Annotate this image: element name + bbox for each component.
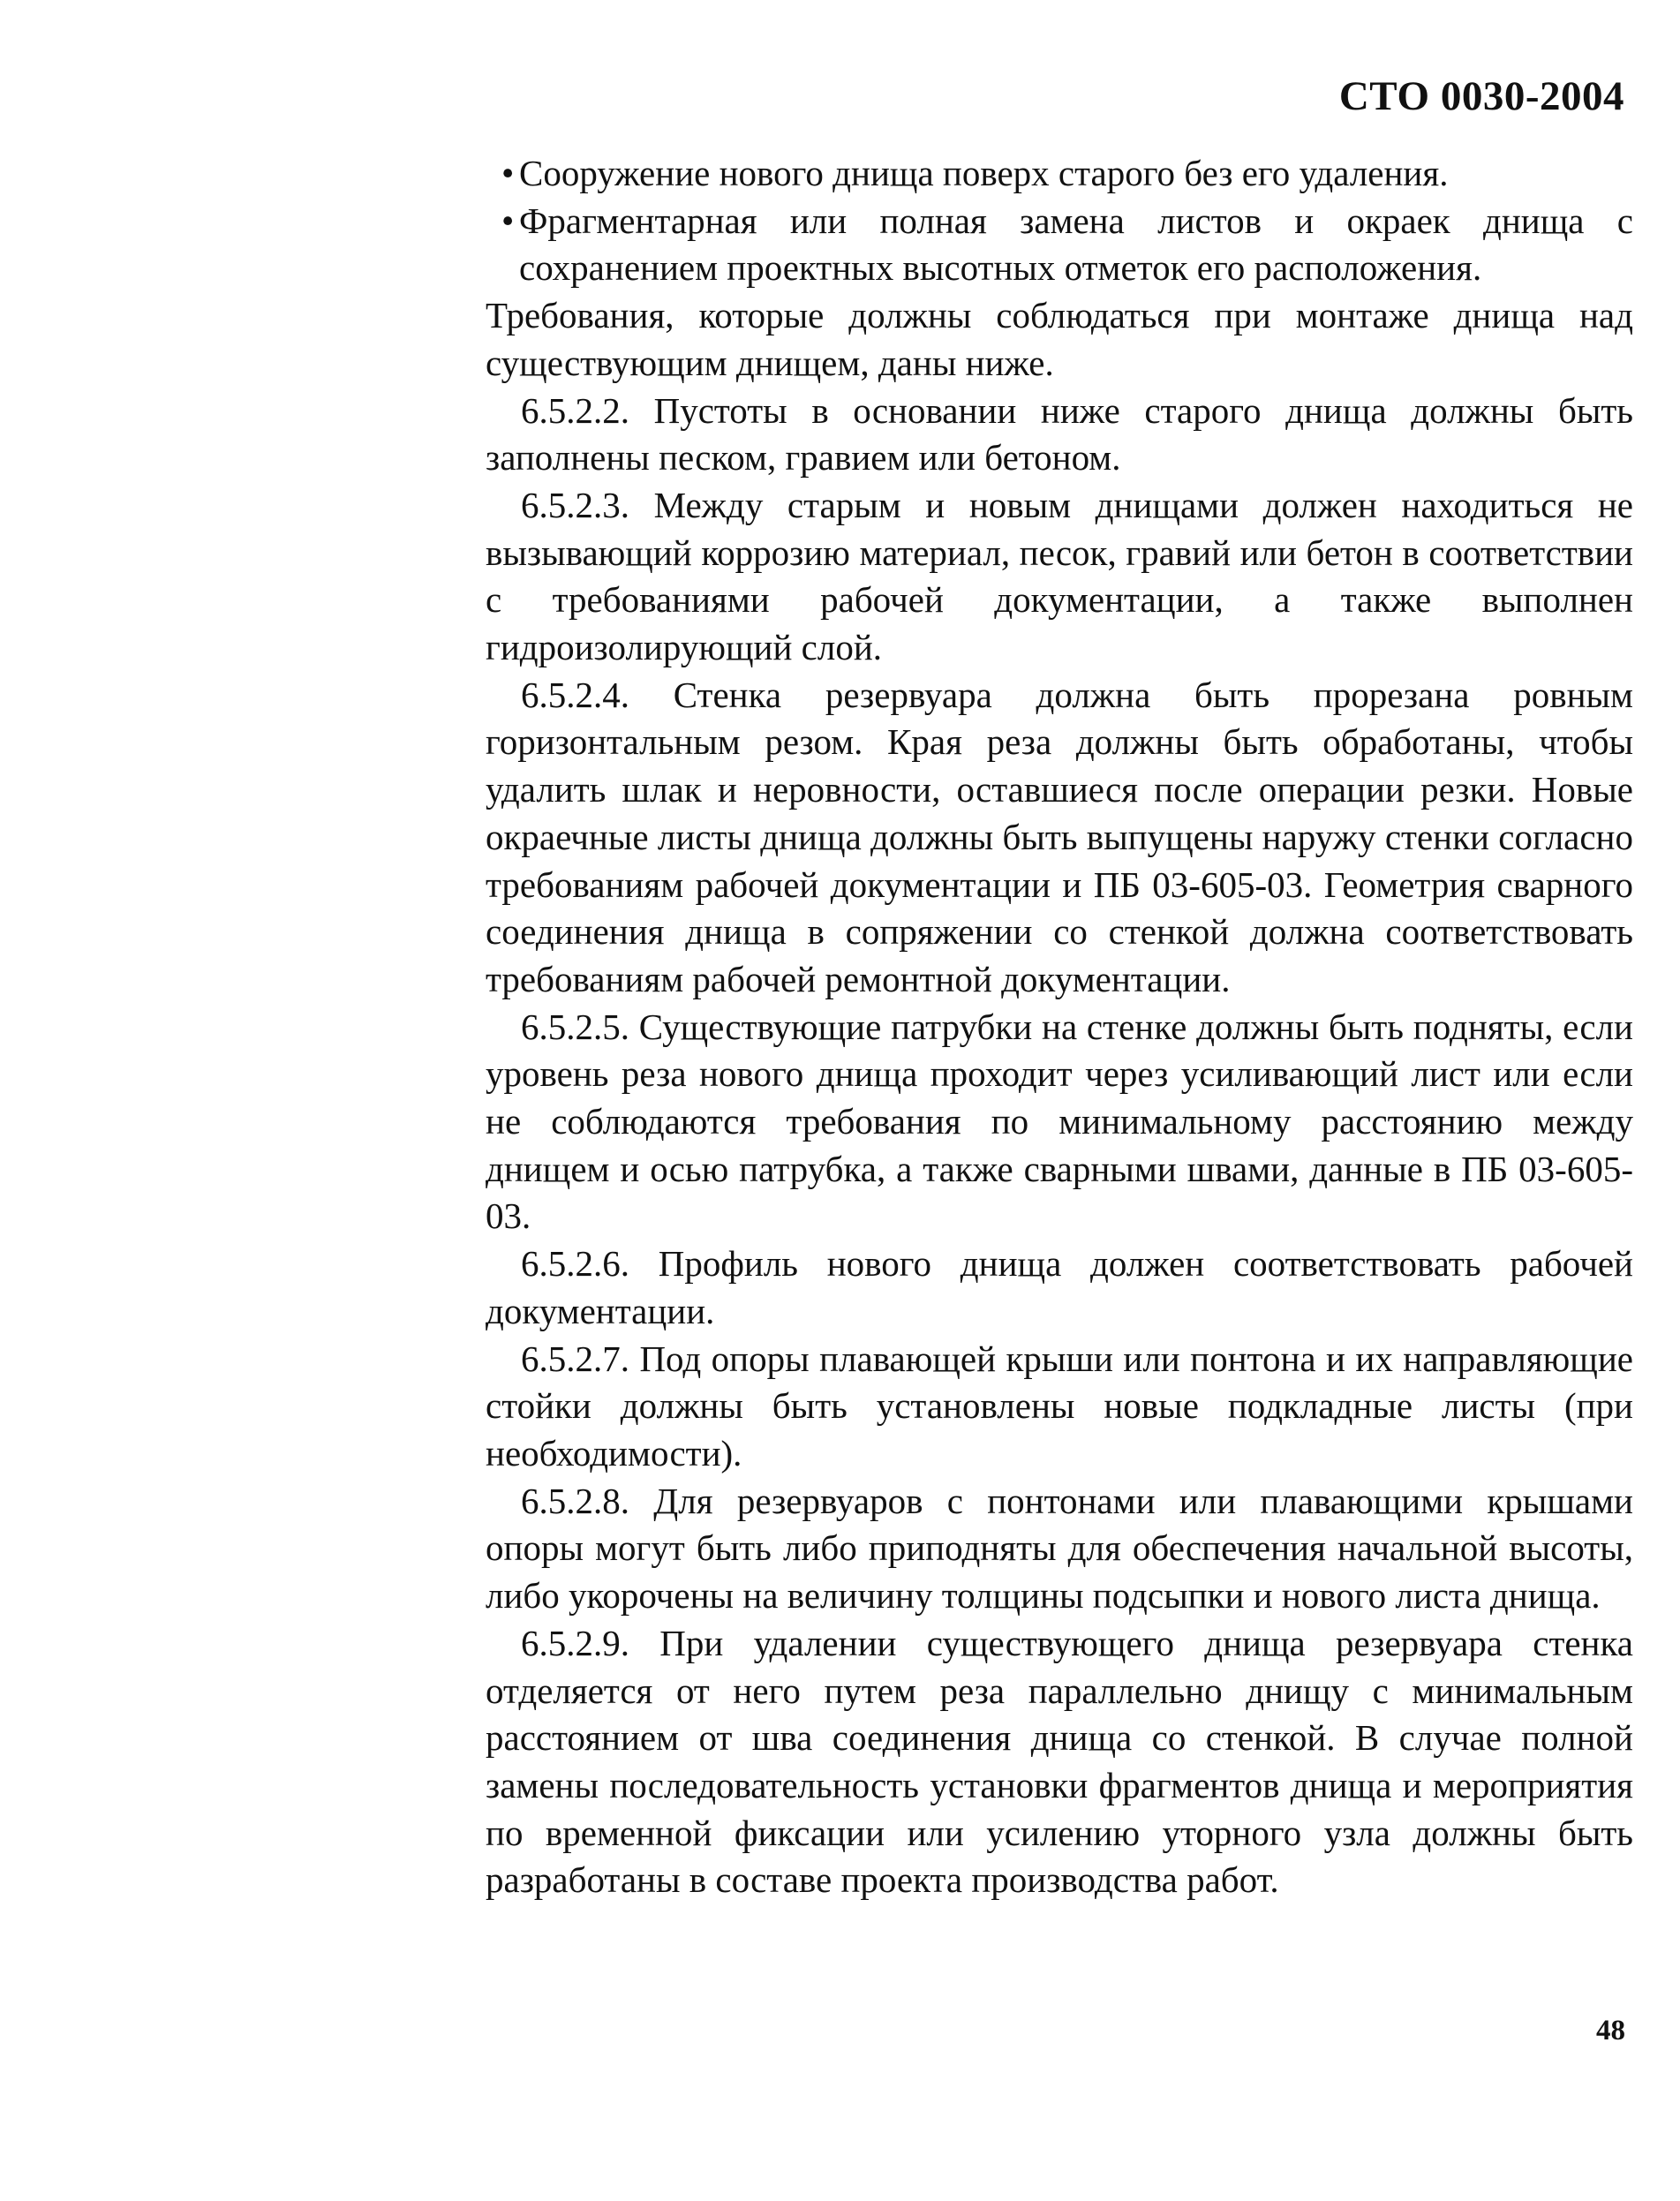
page-number: 48 — [1596, 2015, 1625, 2046]
paragraph-intro: Требования, которые должны соблюдаться при монтаже днища над существующим днищем, даны ниже. — [486, 295, 1633, 383]
paragraph-6-5-2-5: 6.5.2.5. Существующие патрубки на стенке должны быть подняты, если уровень реза нового днища проходит через усиливающий лист или если не соблюдаются требования по минимальному расстоянию между днищем и осью патрубка, а также сварными швами, данные в ПБ 03-605-03. — [486, 1006, 1633, 1237]
paragraph-6-5-2-9: 6.5.2.9. При удалении существующего днища резервуара стенка отделяется от него путем реза параллельно днищу с минимальным расстоянием от шва соединения днища со стенкой. В случае полной замены последовательность установки фрагментов днища и мероприятия по временной фиксации или усилению уторного узла должны быть разработаны в составе проекта производства работ. — [486, 1622, 1633, 1901]
paragraph-6-5-2-8: 6.5.2.8. Для резервуаров с понтонами или плавающими крышами опоры могут быть либо приподняты для обеспечения начальной высоты, либо укорочены на величину толщины подсыпки и нового листа днища. — [486, 1480, 1633, 1617]
bullet-text: Сооружение нового днища поверх старого без его удаления. — [519, 153, 1449, 193]
document-body — [486, 150, 1633, 1904]
bullet-item — [486, 150, 1633, 198]
paragraph-6-5-2-4: 6.5.2.4. Стенка резервуара должна быть прорезана ровным горизонтальным резом. Края реза должны быть обработаны, чтобы удалить шлак и неровности, оставшиеся после операции резки. Новые окраечные листы днища должны быть выпущены наружу стенки согласно требованиям рабочей документации и ПБ 03-605-03. Геометрия сварного соединения днища в сопряжении со стенкой должна соответствовать требованиям рабочей ремонтной документации. — [486, 674, 1633, 999]
paragraph-6-5-2-2: 6.5.2.2. Пустоты в основании ниже старого днища должны быть заполнены песком, гравием или бетоном. — [486, 389, 1633, 479]
bullet-item — [486, 198, 1633, 292]
document-code: СТО 0030-2004 — [1338, 73, 1624, 119]
paragraph-6-5-2-7: 6.5.2.7. Под опоры плавающей крыши или понтона и их направляющие стойки должны быть установлены новые подкладные листы (при необходимости). — [486, 1338, 1633, 1474]
bullet-text: Фрагментарная или полная замена листов и окраек днища с сохранением проектных высотных отметок его расположения. — [519, 200, 1633, 289]
bullet-marker: • — [501, 200, 515, 241]
paragraph-6-5-2-6: 6.5.2.6. Профиль нового днища должен соответствовать рабочей документации. — [486, 1243, 1633, 1331]
paragraph-6-5-2-3: 6.5.2.3. Между старым и новым днищами должен находиться не вызывающий коррозию материал, песок, гравий или бетон в соответствии с требованиями рабочей документации, а также выполнен гидроизолирующий слой. — [486, 484, 1633, 668]
bullet-marker: • — [501, 153, 515, 193]
